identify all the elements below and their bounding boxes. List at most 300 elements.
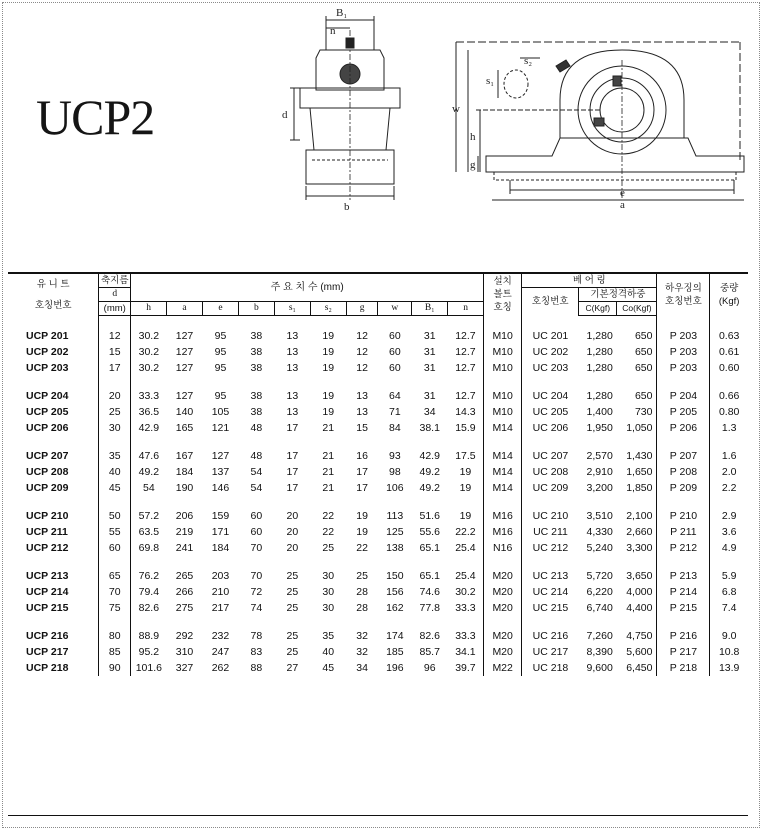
table-cell: 19 bbox=[322, 406, 335, 418]
table-cell: M10 bbox=[484, 404, 522, 420]
table-cell: 140 bbox=[175, 406, 194, 418]
unit-number-cell: UCP 213 bbox=[26, 570, 69, 582]
table-cell: 36.5 bbox=[131, 404, 167, 420]
table-cell: 15 bbox=[99, 344, 131, 360]
table-cell: 3,300 bbox=[626, 542, 653, 554]
table-cell: 650 bbox=[634, 362, 653, 374]
table-cell: P 214 bbox=[657, 584, 710, 600]
table-cell: M20 bbox=[484, 644, 522, 660]
table-cell: 5,240 bbox=[586, 542, 613, 554]
table-row bbox=[8, 360, 748, 376]
table-cell: 74.6 bbox=[419, 586, 440, 598]
table-cell: 22.2 bbox=[455, 526, 476, 538]
table-cell: 0.66 bbox=[710, 388, 748, 404]
table-cell: 262 bbox=[211, 662, 230, 674]
header-col-s1: s₁ bbox=[274, 302, 310, 316]
header-weight: 중량 (Kgf) bbox=[710, 273, 748, 316]
pillow-block-drawing bbox=[0, 0, 767, 270]
table-cell: 1,850 bbox=[626, 482, 653, 494]
table-cell: P 203 bbox=[657, 360, 710, 376]
table-cell: M14 bbox=[484, 448, 522, 464]
table-cell: 167 bbox=[175, 450, 194, 462]
table-cell: UC 210 bbox=[522, 508, 579, 524]
table-cell: 13.9 bbox=[710, 660, 748, 676]
table-cell: 13 bbox=[286, 390, 299, 402]
unit-number-cell: UCP 204 bbox=[26, 390, 69, 402]
unit-number-cell: UCP 208 bbox=[26, 466, 69, 478]
table-cell: M20 bbox=[484, 584, 522, 600]
table-cell: 32 bbox=[356, 630, 368, 642]
table-cell: 1,280 bbox=[586, 330, 613, 342]
table-cell: 0.63 bbox=[710, 328, 748, 344]
table-cell: 1.6 bbox=[710, 448, 748, 464]
table-cell: 5,720 bbox=[586, 570, 613, 582]
table-cell: 30 bbox=[99, 420, 131, 436]
table-cell: 71 bbox=[389, 406, 401, 418]
table-cell: 4,330 bbox=[586, 526, 613, 538]
table-cell: 49.2 bbox=[131, 464, 167, 480]
table-cell: 6.8 bbox=[710, 584, 748, 600]
table-cell: 42.9 bbox=[131, 420, 167, 436]
table-cell: 38 bbox=[250, 362, 263, 374]
table-cell: 30.2 bbox=[131, 344, 167, 360]
header-col-co: Co(Kgf) bbox=[617, 302, 657, 316]
table-cell: 88.9 bbox=[131, 628, 167, 644]
table-cell: 95 bbox=[214, 346, 227, 358]
table-cell: M20 bbox=[484, 568, 522, 584]
group-spacer bbox=[8, 436, 748, 448]
side-view bbox=[290, 16, 400, 200]
table-cell: 0.60 bbox=[710, 360, 748, 376]
table-cell: 137 bbox=[211, 466, 230, 478]
table-cell: 4,400 bbox=[626, 602, 653, 614]
table-cell: 165 bbox=[175, 422, 194, 434]
table-cell: UC 218 bbox=[522, 660, 579, 676]
table-cell: 19 bbox=[322, 362, 335, 374]
table-cell: 38 bbox=[250, 346, 263, 358]
table-row bbox=[8, 600, 748, 616]
table-cell: 13 bbox=[356, 406, 368, 418]
header-col-w: w bbox=[378, 302, 412, 316]
table-cell: 3,200 bbox=[586, 482, 613, 494]
table-row bbox=[8, 464, 748, 480]
table-cell: 25 bbox=[286, 630, 299, 642]
table-cell: 10.8 bbox=[710, 644, 748, 660]
table-cell: 6,220 bbox=[586, 586, 613, 598]
table-cell: M16 bbox=[484, 524, 522, 540]
table-cell: 9.0 bbox=[710, 628, 748, 644]
table-cell: 8,390 bbox=[586, 646, 613, 658]
table-cell: M10 bbox=[484, 388, 522, 404]
label-e: e bbox=[620, 187, 625, 199]
table-cell: 266 bbox=[175, 586, 194, 598]
table-cell: UC 209 bbox=[522, 480, 579, 496]
unit-number-cell: UCP 215 bbox=[26, 602, 69, 614]
header-col-b1: B₁ bbox=[412, 302, 448, 316]
header-col-a: a bbox=[167, 302, 203, 316]
table-cell: 650 bbox=[634, 330, 653, 342]
table-cell: 82.6 bbox=[131, 600, 167, 616]
table-cell: M20 bbox=[484, 628, 522, 644]
table-cell: 22 bbox=[322, 526, 335, 538]
table-cell: N16 bbox=[484, 540, 522, 556]
table-cell: 38 bbox=[250, 406, 263, 418]
table-cell: 34 bbox=[423, 406, 436, 418]
table-cell: 174 bbox=[386, 630, 404, 642]
table-cell: 30.2 bbox=[131, 360, 167, 376]
table-cell: 21 bbox=[322, 466, 335, 478]
table-cell: 96 bbox=[423, 662, 436, 674]
table-cell: 22 bbox=[356, 542, 368, 554]
table-cell: 25 bbox=[286, 586, 299, 598]
table-cell: 127 bbox=[211, 450, 230, 462]
table-cell: 25 bbox=[286, 646, 299, 658]
page-title: UCP2 bbox=[36, 89, 155, 145]
table-cell: UC 201 bbox=[522, 328, 579, 344]
table-cell: 190 bbox=[175, 482, 194, 494]
table-cell: 82.6 bbox=[419, 630, 440, 642]
header-col-b: b bbox=[238, 302, 274, 316]
table-cell: P 211 bbox=[657, 524, 710, 540]
header-col-s2: s₂ bbox=[310, 302, 346, 316]
table-cell: 1,280 bbox=[586, 390, 613, 402]
table-cell: 196 bbox=[386, 662, 404, 674]
table-cell: 19 bbox=[322, 346, 335, 358]
unit-number-cell: UCP 214 bbox=[26, 586, 69, 598]
table-cell: 7,260 bbox=[586, 630, 613, 642]
table-cell: M16 bbox=[484, 508, 522, 524]
unit-number-cell: UCP 209 bbox=[26, 482, 69, 494]
table-cell: P 204 bbox=[657, 388, 710, 404]
table-cell: 2,570 bbox=[586, 450, 613, 462]
table-cell: 55 bbox=[99, 524, 131, 540]
table-cell: 12.7 bbox=[455, 362, 476, 374]
table-cell: M14 bbox=[484, 464, 522, 480]
table-cell: M14 bbox=[484, 480, 522, 496]
table-cell: P 212 bbox=[657, 540, 710, 556]
table-row bbox=[8, 524, 748, 540]
header-main-dims: 주 요 치 수 (mm) bbox=[131, 273, 484, 302]
table-cell: 31 bbox=[423, 362, 436, 374]
table-cell: 730 bbox=[634, 406, 653, 418]
table-cell: 125 bbox=[386, 526, 404, 538]
dimension-table bbox=[8, 272, 748, 676]
table-cell: 17.5 bbox=[455, 450, 476, 462]
header-bearing-no: 호칭번호 bbox=[522, 288, 579, 316]
table-cell: UC 203 bbox=[522, 360, 579, 376]
table-cell: 15 bbox=[356, 422, 368, 434]
table-cell: 162 bbox=[386, 602, 404, 614]
table-cell: 70 bbox=[99, 584, 131, 600]
table-cell: 203 bbox=[211, 570, 230, 582]
unit-number-cell: UCP 206 bbox=[26, 422, 69, 434]
table-cell: 49.2 bbox=[419, 482, 440, 494]
group-spacer bbox=[8, 556, 748, 568]
table-cell: 77.8 bbox=[419, 602, 440, 614]
table-cell: 241 bbox=[175, 542, 194, 554]
label-n: n bbox=[330, 25, 336, 37]
table-cell: P 213 bbox=[657, 568, 710, 584]
table-cell: P 206 bbox=[657, 420, 710, 436]
unit-number-cell: UCP 216 bbox=[26, 630, 69, 642]
table-cell: UC 208 bbox=[522, 464, 579, 480]
table-cell: 2,910 bbox=[586, 466, 613, 478]
table-row bbox=[8, 344, 748, 360]
table-cell: 78 bbox=[250, 630, 263, 642]
table-cell: M20 bbox=[484, 600, 522, 616]
table-cell: 60 bbox=[250, 510, 263, 522]
header-load-rating: 기본정격하중 bbox=[579, 288, 657, 302]
table-cell: 70 bbox=[250, 570, 263, 582]
table-cell: 25 bbox=[286, 570, 299, 582]
table-cell: 17 bbox=[286, 466, 299, 478]
table-cell: 48 bbox=[250, 450, 263, 462]
group-spacer bbox=[8, 316, 748, 329]
label-s2: s₂ bbox=[524, 55, 533, 67]
table-cell: 16 bbox=[356, 450, 368, 462]
table-cell: 20 bbox=[286, 526, 299, 538]
table-cell: 20 bbox=[99, 388, 131, 404]
table-row bbox=[8, 660, 748, 676]
table-cell: 2.9 bbox=[710, 508, 748, 524]
header-col-e: e bbox=[202, 302, 238, 316]
table-cell: 34 bbox=[356, 662, 368, 674]
table-cell: 159 bbox=[211, 510, 230, 522]
table-cell: UC 202 bbox=[522, 344, 579, 360]
header-col-n: n bbox=[448, 302, 484, 316]
table-cell: 19 bbox=[322, 390, 335, 402]
table-cell: 60 bbox=[250, 526, 263, 538]
table-cell: P 207 bbox=[657, 448, 710, 464]
table-cell: UC 205 bbox=[522, 404, 579, 420]
table-row bbox=[8, 584, 748, 600]
label-h: h bbox=[470, 131, 476, 143]
table-cell: 31 bbox=[423, 346, 436, 358]
table-cell: 65 bbox=[99, 568, 131, 584]
table-cell: 25 bbox=[99, 404, 131, 420]
table-cell: 49.2 bbox=[419, 466, 440, 478]
table-cell: P 205 bbox=[657, 404, 710, 420]
table-cell: 184 bbox=[211, 542, 230, 554]
table-cell: 1,400 bbox=[586, 406, 613, 418]
table-cell: 156 bbox=[386, 586, 404, 598]
front-view bbox=[456, 42, 744, 200]
label-g: g bbox=[470, 159, 476, 171]
unit-number-cell: UCP 212 bbox=[26, 542, 69, 554]
table-cell: 106 bbox=[386, 482, 404, 494]
table-cell: 60 bbox=[99, 540, 131, 556]
table-cell: 3,650 bbox=[626, 570, 653, 582]
table-cell: 60 bbox=[389, 330, 401, 342]
table-cell: 12 bbox=[356, 346, 368, 358]
table-cell: 95.2 bbox=[131, 644, 167, 660]
table-cell: 57.2 bbox=[131, 508, 167, 524]
table-cell: 105 bbox=[211, 406, 230, 418]
unit-number-cell: UCP 210 bbox=[26, 510, 69, 522]
table-cell: M22 bbox=[484, 660, 522, 676]
table-row bbox=[8, 644, 748, 660]
table-row bbox=[8, 328, 748, 344]
table-cell: 2,100 bbox=[626, 510, 653, 522]
table-cell: 33.3 bbox=[131, 388, 167, 404]
table-cell: M14 bbox=[484, 420, 522, 436]
header-shaft-unit: (mm) bbox=[99, 302, 131, 316]
table-cell: 2.0 bbox=[710, 464, 748, 480]
table-cell: 60 bbox=[389, 362, 401, 374]
table-cell: 12 bbox=[356, 330, 368, 342]
group-spacer bbox=[8, 496, 748, 508]
table-cell: 38 bbox=[250, 390, 263, 402]
table-cell: 146 bbox=[211, 482, 230, 494]
label-w: w bbox=[452, 103, 460, 115]
group-spacer bbox=[8, 376, 748, 388]
header-bolt: 설치 볼트 호칭 bbox=[484, 273, 522, 316]
table-cell: 19 bbox=[356, 526, 368, 538]
table-cell: 12 bbox=[356, 362, 368, 374]
table-cell: 4,750 bbox=[626, 630, 653, 642]
table-cell: 88 bbox=[250, 662, 263, 674]
table-cell: 1,280 bbox=[586, 362, 613, 374]
table-cell: 30.2 bbox=[455, 586, 476, 598]
table-cell: 138 bbox=[386, 542, 404, 554]
table-cell: 13 bbox=[286, 406, 299, 418]
table-cell: UC 213 bbox=[522, 568, 579, 584]
table-cell: 217 bbox=[211, 602, 230, 614]
table-cell: 327 bbox=[175, 662, 194, 674]
table-cell: M10 bbox=[484, 344, 522, 360]
table-cell: 30 bbox=[322, 602, 335, 614]
table-bottom-rule bbox=[8, 815, 748, 816]
table-cell: 51.6 bbox=[419, 510, 440, 522]
table-cell: 72 bbox=[250, 586, 263, 598]
unit-number-cell: UCP 203 bbox=[26, 362, 69, 374]
table-row bbox=[8, 480, 748, 496]
header-col-h: h bbox=[131, 302, 167, 316]
table-cell: 40 bbox=[99, 464, 131, 480]
table-cell: P 218 bbox=[657, 660, 710, 676]
table-cell: 210 bbox=[211, 586, 230, 598]
table-cell: 1,650 bbox=[626, 466, 653, 478]
table-cell: 48 bbox=[250, 422, 263, 434]
table-cell: 35 bbox=[99, 448, 131, 464]
table-cell: 171 bbox=[211, 526, 230, 538]
header-col-g: g bbox=[346, 302, 378, 316]
unit-number-cell: UCP 211 bbox=[26, 526, 68, 538]
table-cell: 95 bbox=[214, 330, 227, 342]
table-cell: 19 bbox=[459, 482, 472, 494]
table-cell: 74 bbox=[250, 602, 263, 614]
table-cell: 13 bbox=[286, 346, 299, 358]
table-cell: 21 bbox=[322, 422, 335, 434]
table-cell: P 208 bbox=[657, 464, 710, 480]
table-cell: 4.9 bbox=[710, 540, 748, 556]
table-cell: 121 bbox=[211, 422, 230, 434]
table-cell: UC 204 bbox=[522, 388, 579, 404]
table-cell: 265 bbox=[175, 570, 194, 582]
table-cell: 95 bbox=[214, 362, 227, 374]
table-cell: 101.6 bbox=[131, 660, 167, 676]
table-cell: 127 bbox=[175, 346, 194, 358]
unit-number-cell: UCP 205 bbox=[26, 406, 69, 418]
header-col-c: C(Kgf) bbox=[579, 302, 617, 316]
table-cell: UC 216 bbox=[522, 628, 579, 644]
table-cell: 1,950 bbox=[586, 422, 613, 434]
table-cell: 39.7 bbox=[455, 662, 476, 674]
table-cell: 184 bbox=[175, 466, 194, 478]
table-cell: P 215 bbox=[657, 600, 710, 616]
table-cell: 38.1 bbox=[419, 422, 440, 434]
table-cell: 22 bbox=[322, 510, 335, 522]
table-cell: 17 bbox=[286, 422, 299, 434]
table-cell: 69.8 bbox=[131, 540, 167, 556]
table-cell: 12 bbox=[99, 328, 131, 344]
table-cell: 27 bbox=[286, 662, 299, 674]
table-cell: UC 212 bbox=[522, 540, 579, 556]
table-cell: P 209 bbox=[657, 480, 710, 496]
table-cell: 79.4 bbox=[131, 584, 167, 600]
table-cell: 98 bbox=[389, 466, 401, 478]
table-cell: 7.4 bbox=[710, 600, 748, 616]
header-unit: 유 니 트 호칭번호 bbox=[8, 273, 99, 316]
table-cell: 1,430 bbox=[626, 450, 653, 462]
table-cell: 19 bbox=[459, 466, 472, 478]
table-cell: 25 bbox=[286, 602, 299, 614]
table-cell: 28 bbox=[356, 586, 368, 598]
table-cell: 21 bbox=[322, 450, 335, 462]
table-cell: 45 bbox=[99, 480, 131, 496]
table-cell: 17 bbox=[99, 360, 131, 376]
table-cell: 9,600 bbox=[586, 662, 613, 674]
table-cell: 15.9 bbox=[455, 422, 476, 434]
table-cell: 83 bbox=[250, 646, 263, 658]
header-housing: 하우징의 호칭번호 bbox=[657, 273, 710, 316]
table-cell: 45 bbox=[322, 662, 335, 674]
table-cell: P 203 bbox=[657, 328, 710, 344]
table-cell: 31 bbox=[423, 390, 436, 402]
table-cell: 6,740 bbox=[586, 602, 613, 614]
table-cell: 127 bbox=[175, 362, 194, 374]
table-cell: 1,050 bbox=[626, 422, 653, 434]
table-cell: 12.7 bbox=[455, 346, 476, 358]
table-cell: 19 bbox=[322, 330, 335, 342]
table-cell: 17 bbox=[356, 482, 368, 494]
table-cell: 12.7 bbox=[455, 330, 476, 342]
table-cell: 21 bbox=[322, 482, 335, 494]
table-cell: 20 bbox=[286, 542, 299, 554]
table-row bbox=[8, 540, 748, 556]
table-cell: 93 bbox=[389, 450, 401, 462]
table-cell: UC 211 bbox=[522, 524, 579, 540]
table-cell: 19 bbox=[459, 510, 472, 522]
table-cell: 54 bbox=[131, 480, 167, 496]
unit-number-cell: UCP 207 bbox=[26, 450, 69, 462]
table-cell: 20 bbox=[286, 510, 299, 522]
table-cell: 60 bbox=[389, 346, 401, 358]
table-cell: P 203 bbox=[657, 344, 710, 360]
table-cell: 2.2 bbox=[710, 480, 748, 496]
table-cell: 1.3 bbox=[710, 420, 748, 436]
table-cell: UC 214 bbox=[522, 584, 579, 600]
label-s1: s₁ bbox=[486, 75, 495, 87]
table-cell: 38 bbox=[250, 330, 263, 342]
table-cell: 150 bbox=[386, 570, 404, 582]
table-cell: 0.61 bbox=[710, 344, 748, 360]
table-cell: 13 bbox=[286, 362, 299, 374]
label-a: a bbox=[620, 199, 625, 211]
table-cell: UC 215 bbox=[522, 600, 579, 616]
table-row bbox=[8, 628, 748, 644]
table-cell: P 210 bbox=[657, 508, 710, 524]
